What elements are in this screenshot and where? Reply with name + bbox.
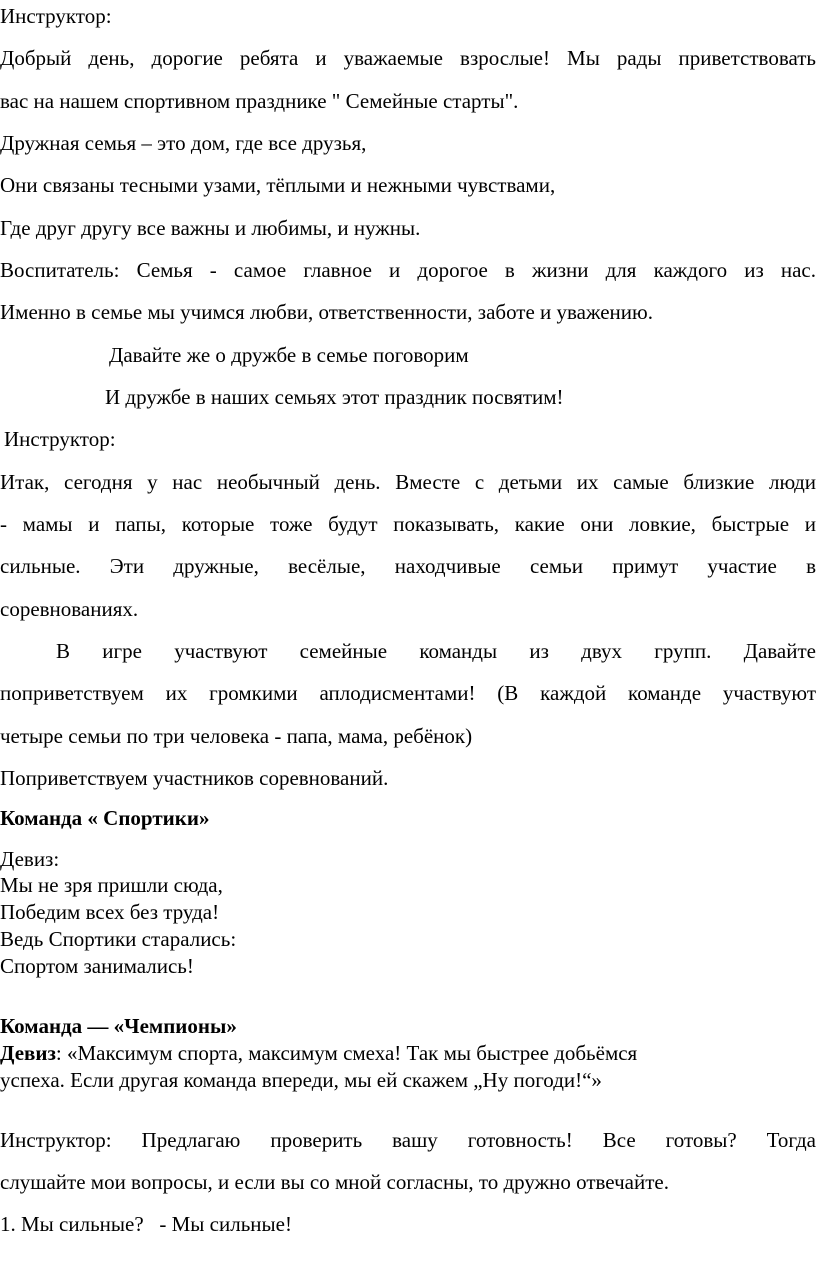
paragraph-line: Поприветствуем участников соревнований. <box>0 766 389 790</box>
motto-line: Победим всех без труда! <box>0 900 220 924</box>
poem-line: Они связаны тесными узами, тёплыми и нежными чувствами, <box>0 173 556 197</box>
poem-line-indented: И дружбе в наших семьях этот праздник посвятим! <box>105 385 564 409</box>
paragraph-line: Инструктор: Предлагаю проверить вашу готовность! Все готовы? Тогда <box>0 1128 816 1152</box>
paragraph-line-indented: В игре участвуют семейные команды из двух групп. Давайте <box>56 639 816 663</box>
motto-line: успеха. Если другая команда впереди, мы ей скажем „Ну погоди!“» <box>0 1068 602 1092</box>
paragraph-line: слушайте мои вопросы, и если вы со мной согласны, то дружно отвечайте. <box>0 1170 669 1194</box>
paragraph-line: соревнованиях. <box>0 597 139 621</box>
paragraph-line: Добрый день, дорогие ребята и уважаемые взрослые! Мы рады приветствовать <box>0 46 816 70</box>
paragraph-line: Именно в семье мы учимся любви, ответственности, заботе и уважению. <box>0 300 653 324</box>
motto-label: Девиз: <box>0 847 60 871</box>
paragraph-line: поприветствуем их громкими аплодисментами! (В каждой команде участвуют <box>0 681 816 705</box>
team-heading-champions: Команда — «Чемпионы» <box>0 1014 237 1038</box>
paragraph-line: - мамы и папы, которые тоже будут показывать, какие они ловкие, быстрые и <box>0 512 816 536</box>
poem-line-indented: Давайте же о дружбе в семье поговорим <box>109 343 469 367</box>
speaker-label-instructor: Инструктор: <box>0 4 112 28</box>
poem-line: Дружная семья – это дом, где все друзья, <box>0 131 367 155</box>
motto-line: Мы не зря пришли сюда, <box>0 873 223 897</box>
motto-line: Ведь Спортики старались: <box>0 927 237 951</box>
motto-text: : «Максимум спорта, максимум смеха! Так мы быстрее добьёмся <box>55 1041 638 1065</box>
paragraph-line: вас на нашем спортивном празднике " Семейные старты". <box>0 89 519 113</box>
paragraph-line: Воспитатель: Семья - самое главное и дорогое в жизни для каждого из нас. <box>0 258 816 282</box>
question-line: 1. Мы сильные? - Мы сильные! <box>0 1212 292 1236</box>
paragraph-line: сильные. Эти дружные, весёлые, находчивые семьи примут участие в <box>0 554 816 578</box>
motto-label-bold: Девиз <box>0 1041 56 1065</box>
team-heading-sportiki: Команда « Спортики» <box>0 806 210 830</box>
motto-line-champions <box>0 1042 816 1064</box>
paragraph-line: четыре семьи по три человека - папа, мама, ребёнок) <box>0 724 473 748</box>
poem-line: Где друг другу все важны и любимы, и нужны. <box>0 216 421 240</box>
motto-line: Спортом занимались! <box>0 954 194 978</box>
speaker-label-instructor: Инструктор: <box>4 427 116 451</box>
paragraph-line: Итак, сегодня у нас необычный день. Вместе с детьми их самые близкие люди <box>0 470 816 494</box>
